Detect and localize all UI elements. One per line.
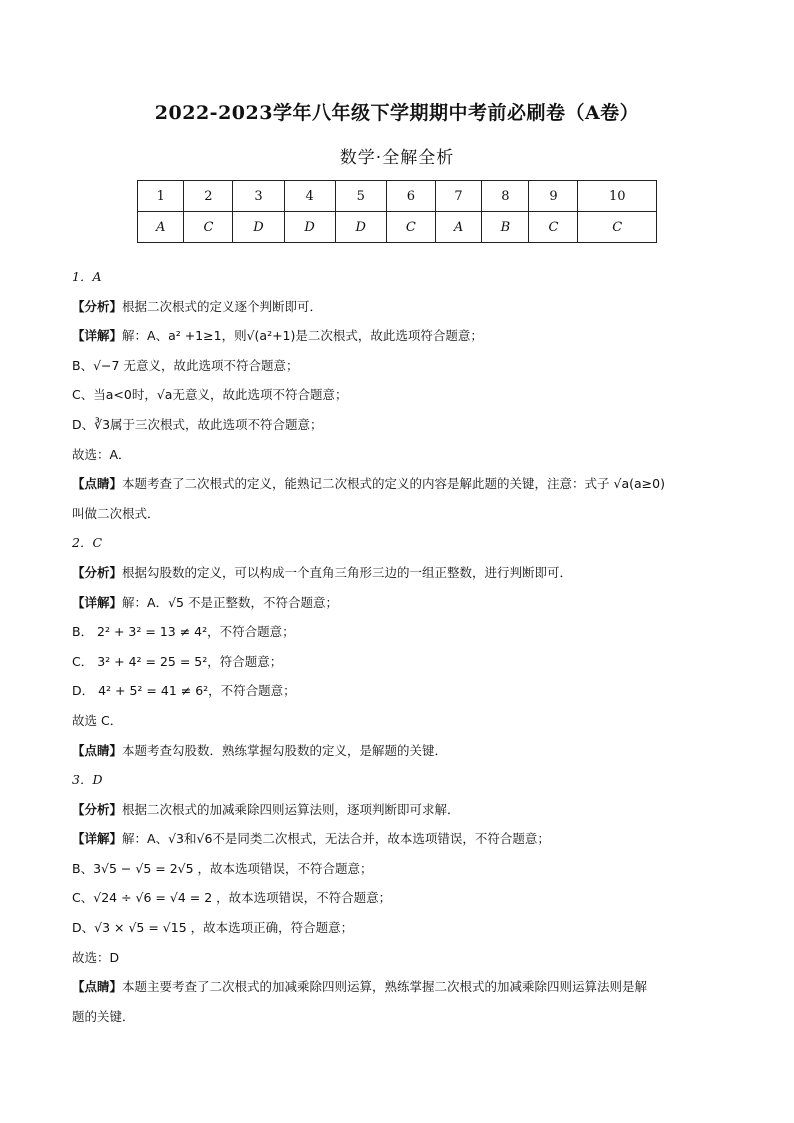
q3-option-b: B、3√5 − √5 = 2√5 ，故本选项错误，不符合题意； xyxy=(72,860,373,876)
answer-table xyxy=(137,180,657,243)
detail-tag: 【详解】 xyxy=(72,831,123,847)
comment-text: 本题考查勾股数．熟练掌握勾股数的定义，是解题的关键． xyxy=(122,742,448,758)
answer-cell: C xyxy=(578,212,657,243)
question-number-cell: 6 xyxy=(386,181,435,212)
q3-choice: 故选：D xyxy=(72,949,120,965)
q1-detail xyxy=(72,321,732,351)
answer-cell: D xyxy=(284,212,335,243)
q1-analysis xyxy=(72,292,732,322)
question-number-cell: 7 xyxy=(435,181,481,212)
comment-text: 本题考查了二次根式的定义，能熟记二次根式的定义的内容是解此题的关键，注意：式子 √a(a≥0) xyxy=(122,476,665,492)
detail-tag: 【详解】 xyxy=(72,328,123,344)
q1-comment-continued: 叫做二次根式． xyxy=(72,505,160,521)
page-subtitle: 数学·全解全析 xyxy=(339,148,455,168)
q2-option-b: B． 2² + 3² = 13 ≠ 4²，不符合题意； xyxy=(72,624,295,640)
question-number-cell: 5 xyxy=(335,181,386,212)
q2-comment xyxy=(72,736,732,766)
q2-detail xyxy=(72,588,732,618)
question-number-cell: 9 xyxy=(529,181,578,212)
analysis-text: 根据二次根式的加减乘除四则运算法则，逐项判断即可求解． xyxy=(122,801,460,817)
comment-text: 本题主要考查了二次根式的加减乘除四则运算，熟练掌握二次根式的加减乘除四则运算法则是解 xyxy=(122,979,648,995)
answer-cell: C xyxy=(386,212,435,243)
answer-cell: C xyxy=(184,212,233,243)
answer-cell: A xyxy=(435,212,481,243)
answer-cell: D xyxy=(335,212,386,243)
detail-text: 解：A．√5 不是正整数，不符合题意； xyxy=(122,594,338,610)
q2-analysis xyxy=(72,558,732,588)
answer-table-answer-row xyxy=(138,212,657,243)
q3-number: 3．D xyxy=(72,772,103,788)
comment-tag: 【点睛】 xyxy=(72,742,123,758)
answer-cell: D xyxy=(233,212,284,243)
analysis-text: 根据二次根式的定义逐个判断即可． xyxy=(122,298,323,314)
q3-option-c: C、√24 ÷ √6 = √4 = 2 ，故本选项错误，不符合题意； xyxy=(72,890,392,906)
comment-tag: 【点睛】 xyxy=(72,476,123,492)
detail-text: 解：A、a² +1≥1，则√(a²+1)是二次根式，故此选项符合题意； xyxy=(122,328,483,344)
question-number-cell: 10 xyxy=(578,181,657,212)
q2-option-c: C． 3² + 4² = 25 = 5²，符合题意； xyxy=(72,653,283,669)
answer-cell: C xyxy=(529,212,578,243)
q2-option-d: D． 4² + 5² = 41 ≠ 6²，不符合题意； xyxy=(72,683,296,699)
solutions-body xyxy=(72,262,732,1031)
q2-number: 2．C xyxy=(72,535,103,551)
q1-option-b: B、√−7 无意义，故此选项不符合题意； xyxy=(72,357,299,373)
question-number-cell: 1 xyxy=(138,181,184,212)
question-number-cell: 3 xyxy=(233,181,284,212)
analysis-text: 根据勾股数的定义，可以构成一个直角三角形三边的一组正整数，进行判断即可． xyxy=(122,564,573,580)
page-title: 2022-2023学年八年级下学期期中考前必刷卷（A卷） xyxy=(154,102,640,124)
answer-table-number-row xyxy=(138,181,657,212)
analysis-tag: 【分析】 xyxy=(72,298,123,314)
detail-tag: 【详解】 xyxy=(72,594,123,610)
answer-cell: A xyxy=(138,212,184,243)
q1-option-c: C、当a<0时，√a无意义，故此选项不符合题意； xyxy=(72,387,348,403)
q3-option-d: D、√3 × √5 = √15 ，故本选项正确，符合题意； xyxy=(72,920,354,936)
question-number-cell: 8 xyxy=(482,181,529,212)
analysis-tag: 【分析】 xyxy=(72,801,123,817)
q3-comment xyxy=(72,972,732,1002)
answer-cell: B xyxy=(482,212,529,243)
q1-comment xyxy=(72,469,732,499)
analysis-tag: 【分析】 xyxy=(72,564,123,580)
detail-text: 解：A、√3和√6不是同类二次根式，无法合并，故本选项错误，不符合题意； xyxy=(122,831,550,847)
question-number-cell: 2 xyxy=(184,181,233,212)
q3-analysis xyxy=(72,795,732,825)
q1-option-d: D、∛3属于三次根式，故此选项不符合题意； xyxy=(72,416,323,432)
q2-choice: 故选 C． xyxy=(72,712,123,728)
q3-detail xyxy=(72,824,732,854)
q1-choice: 故选：A． xyxy=(72,446,131,462)
comment-tag: 【点睛】 xyxy=(72,979,123,995)
q1-number: 1．A xyxy=(72,269,102,284)
q3-comment-continued: 题的关键． xyxy=(72,1008,135,1024)
question-number-cell: 4 xyxy=(284,181,335,212)
